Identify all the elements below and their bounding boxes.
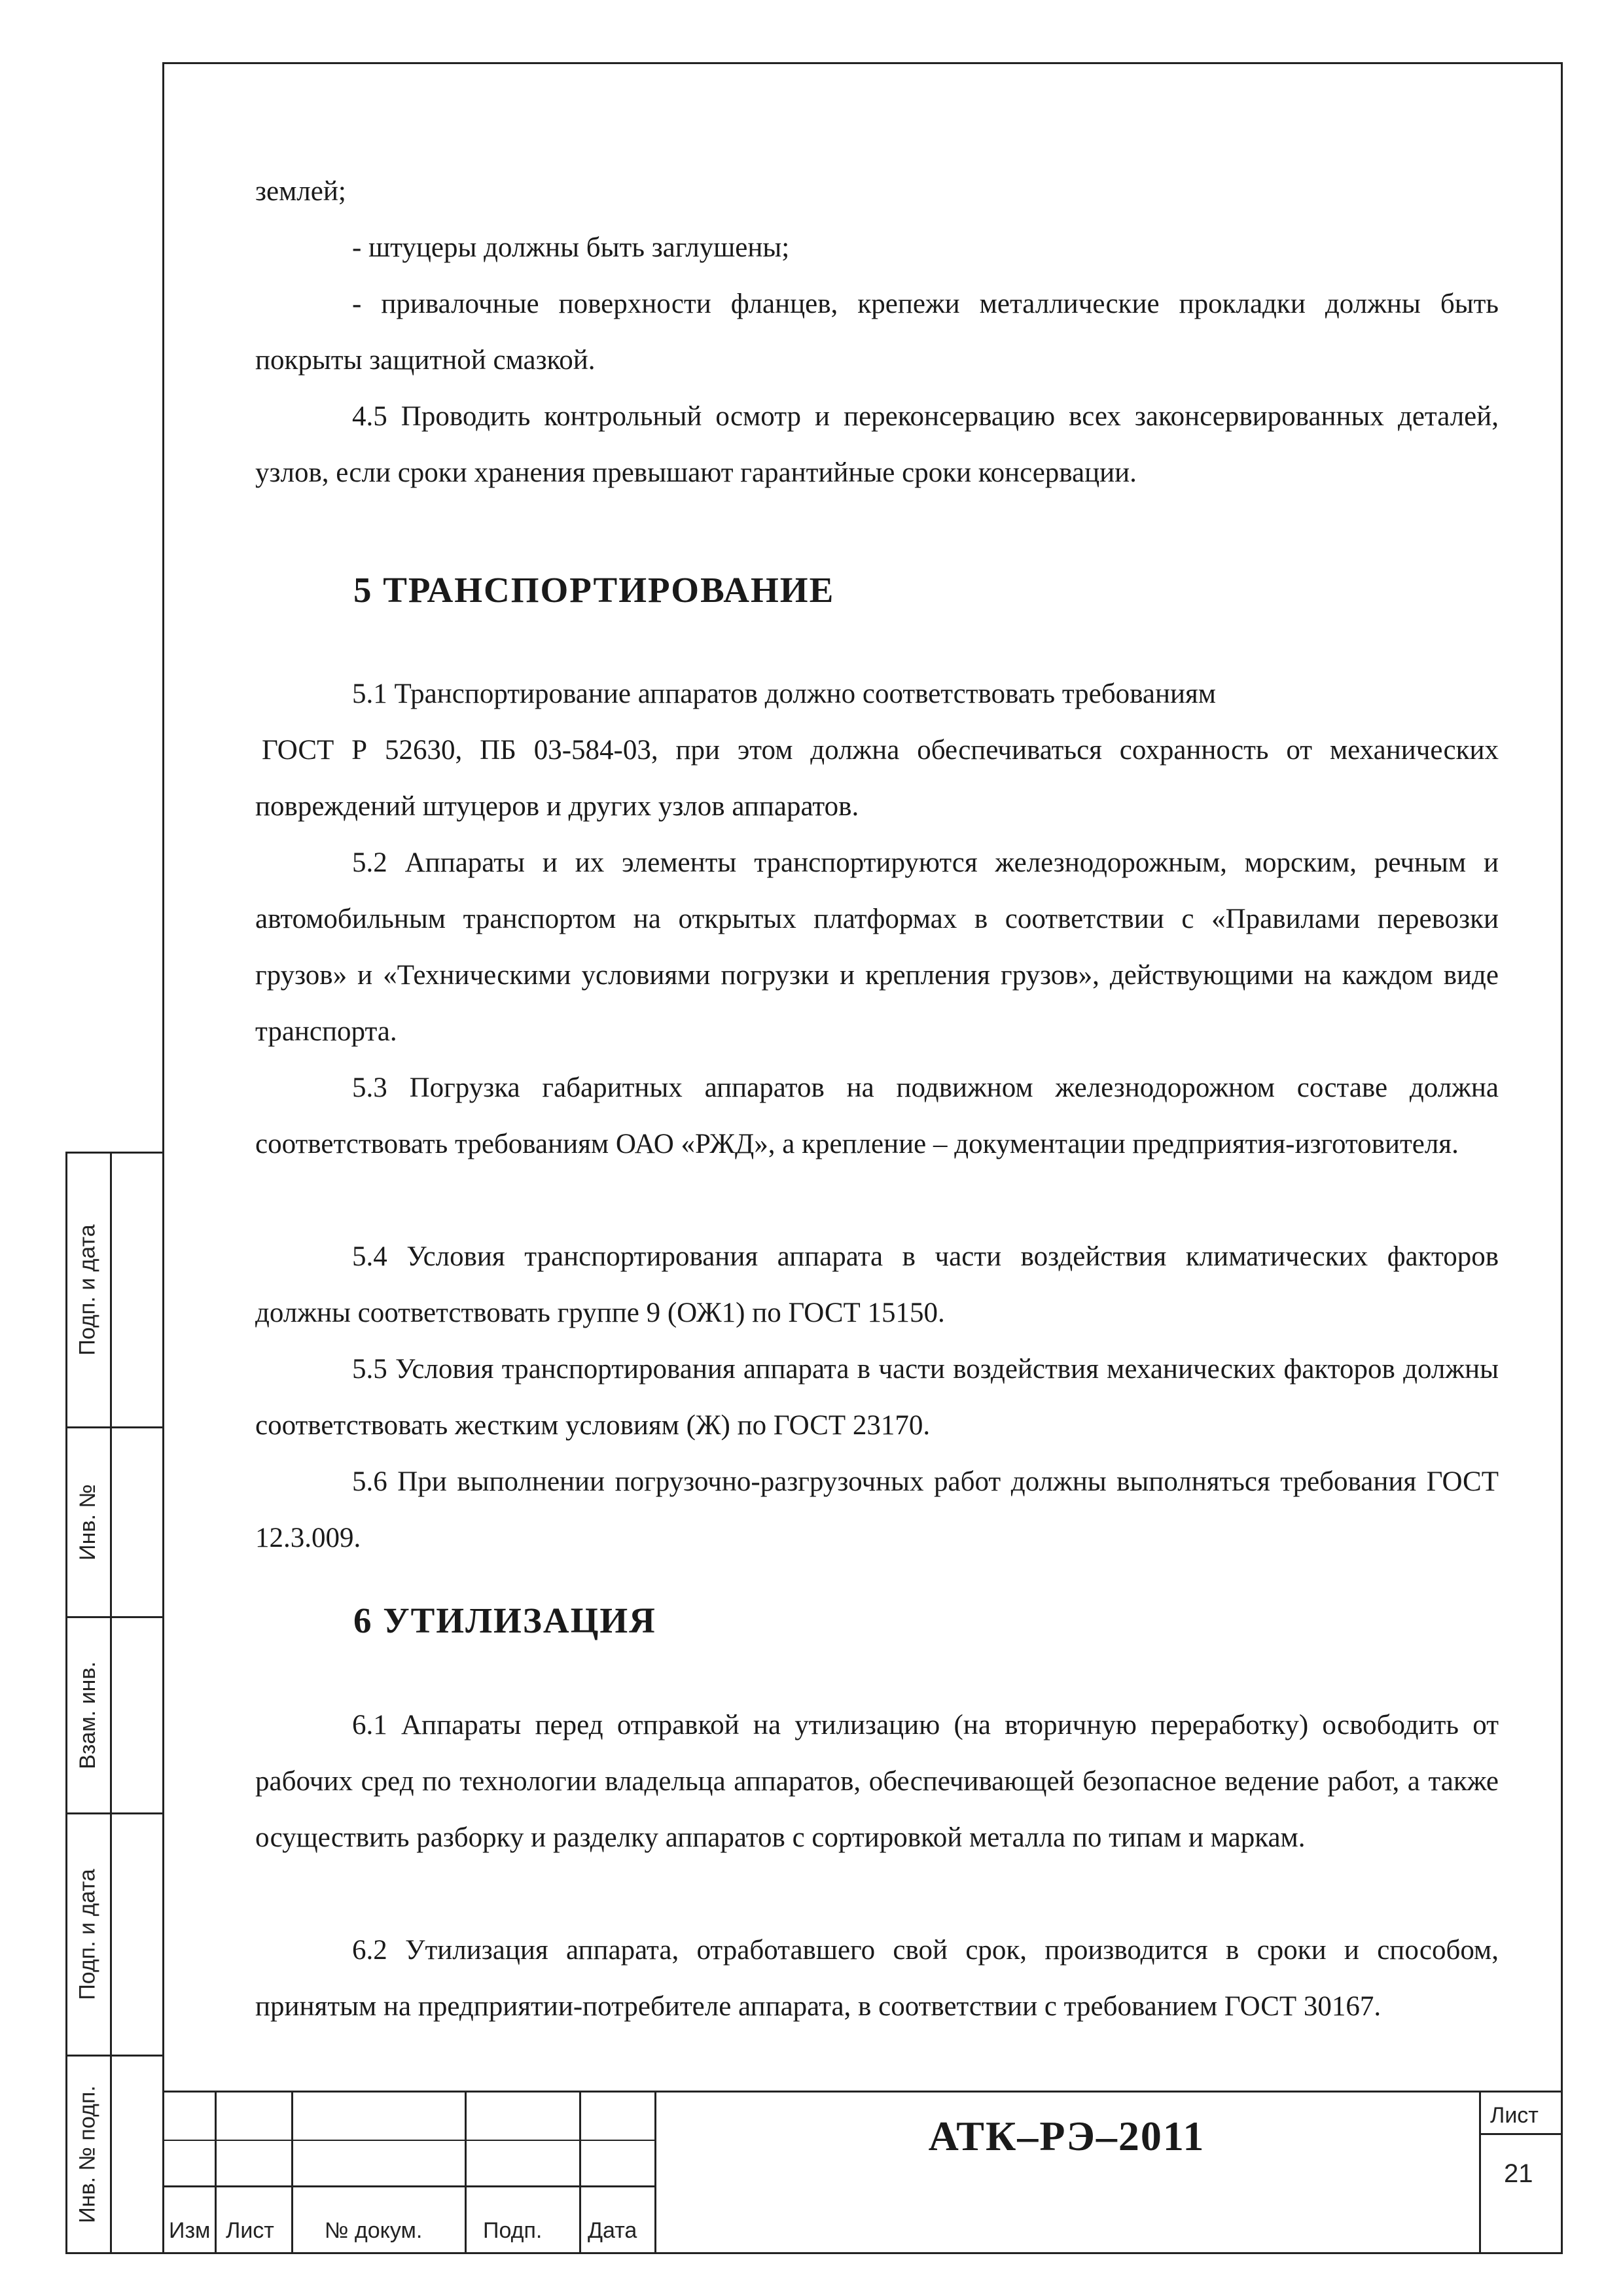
sheet-number: 21 [1504,2159,1533,2188]
body-paragraph: 4.5 Проводить контрольный осмотр и переконсервацию всех законсервированных деталей, узлов, если сроки хранения превышают гарантийные сроки консервации. [255,401,1499,488]
title-block-col-line [1479,2091,1481,2254]
stamp-sign-date-1: Подп. и дата [75,1224,100,1356]
stamp-inv-no: Инв. № [75,1484,100,1561]
body-paragraph: 5.1 Транспортирование аппаратов должно соответствовать требованиям [352,679,1216,709]
body-paragraph: 6.1 Аппараты перед отправкой на утилизацию (на вторичную переработку) освободить от рабочих сред по технологии владельца аппаратов, обеспечивающей безопасное ведение работ, а также осуществить разборку и разделку аппаратов с сортировкой металла по типам и маркам. [255,1710,1499,1853]
body-paragraph: - привалочные поверхности фланцев, крепежи металлические прокладки должны быть покрыты защитной смазкой. [255,289,1499,376]
stamp-bottom-line [65,2252,162,2254]
title-block-col-line [465,2091,467,2254]
sheet-label: Лист [1490,2103,1539,2128]
body-paragraph: 5.6 При выполнении погрузочно-разгрузочных работ должны выполняться требования ГОСТ 12.3.009. [255,1466,1499,1553]
body-paragraph: землей; [255,176,346,207]
body-paragraph: 6.2 Утилизация аппарата, отработавшего свой срок, производится в сроки и способом, принятым на предприятии-потребителе аппарата, в соответствии с требованием ГОСТ 30167. [255,1935,1499,2022]
stamp-inv-no-orig: Инв. № подп. [75,2085,100,2223]
document-code: АТК–РЭ–2011 [928,2113,1205,2159]
title-block-col-line [579,2091,581,2254]
title-block-podp: Подп. [483,2218,543,2243]
section-heading-utilization: 6 УТИЛИЗАЦИЯ [353,1600,656,1640]
title-block-data: Дата [588,2218,637,2243]
stamp-sign-date-2: Подп. и дата [75,1869,100,2000]
section-heading-transport: 5 ТРАНСПОРТИРОВАНИЕ [353,570,835,610]
body-paragraph: 5.2 Аппараты и их элементы транспортируются железнодорожным, морским, речным и автомобильным транспортом на открытых платформах в соответствии с «Правилами перевозки грузов» и «Техническими условиями погрузки и крепления грузов», действующими на каждом виде транспорта. [255,847,1499,1047]
body-paragraph: 5.3 Погрузка габаритных аппаратов на подвижном железнодорожном составе должна соответствовать требованиям ОАО «РЖД», а крепление – документации предприятия-изготовителя. [255,1072,1499,1159]
title-block-list: Лист [226,2218,274,2243]
title-block-doc-no: № докум. [325,2218,423,2243]
title-block-top-line [162,2091,1563,2093]
title-block-col-line [215,2091,217,2254]
title-block-col-line [291,2091,293,2254]
title-block-row-line [1479,2133,1563,2135]
stamp-inner-line [110,1152,112,2254]
body-paragraph: - штуцеры должны быть заглушены; [352,232,790,263]
stamp-replace-inv: Взам. инв. [75,1661,100,1769]
title-block-izm: Изм [169,2218,211,2243]
body-paragraph: ГОСТ Р 52630, ПБ 03-584-03, при этом должна обеспечиваться сохранность от механических повреждений штуцеров и других узлов аппаратов. [255,735,1499,822]
body-paragraph: 5.5 Условия транспортирования аппарата в части воздействия механических факторов должны соответствовать жестким условиям (Ж) по ГОСТ 23170. [255,1354,1499,1441]
body-paragraph: 5.4 Условия транспортирования аппарата в части воздействия климатических факторов должны соответствовать группе 9 (ОЖ1) по ГОСТ 15150. [255,1241,1499,1328]
